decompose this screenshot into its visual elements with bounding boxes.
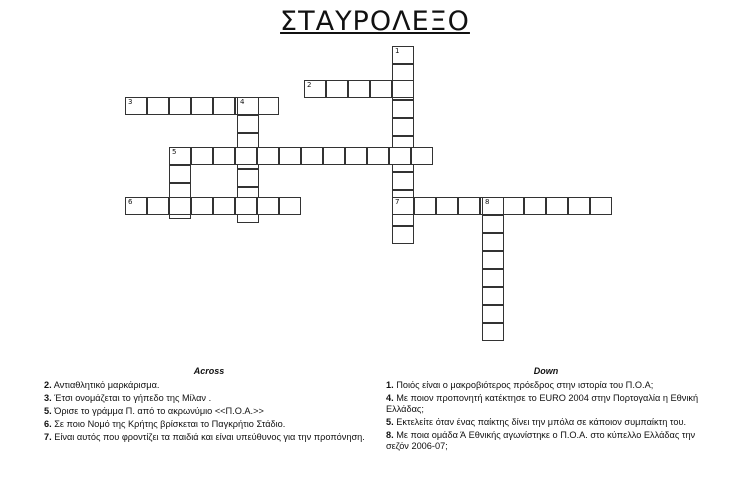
clue-across-2: 2. Αντιαθλητικό μαρκάρισμα. [44,380,160,390]
grid-cell[interactable] [482,287,504,305]
grid-cell[interactable] [482,197,504,215]
across-heading: Across [193,366,225,376]
clue-number: 4 [240,98,245,106]
across-clues [44,366,374,445]
grid-cell[interactable] [169,97,191,115]
grid-cell[interactable] [235,197,257,215]
grid-cell[interactable] [237,97,259,115]
grid-cell[interactable] [257,97,279,115]
grid-cell[interactable] [125,197,147,215]
clue-number: 6 [128,198,133,206]
grid-cell[interactable] [590,197,612,215]
grid-cell[interactable] [392,197,414,215]
grid-cell[interactable] [147,197,169,215]
clue-number: 8 [485,198,490,206]
grid-cell[interactable] [502,197,524,215]
grid-cell[interactable] [213,147,235,165]
clue-number: 2 [307,81,312,89]
clue-number: 5 [172,148,177,156]
grid-cell[interactable] [279,147,301,165]
grid-cell[interactable] [279,197,301,215]
grid-cell[interactable] [482,305,504,323]
grid-cell[interactable] [235,147,257,165]
grid-cell[interactable] [482,215,504,233]
grid-cell[interactable] [237,115,259,133]
grid-cell[interactable] [411,147,433,165]
grid-cell[interactable] [392,46,414,64]
grid-cell[interactable] [191,97,213,115]
grid-cell[interactable] [389,147,411,165]
clue-across-7: 7. Είναι αυτός που φροντίζει τα παιδιά και είναι υπεύθυνος για την προπόνηση. [44,432,365,442]
clue-number: 3 [128,98,133,106]
grid-cell[interactable] [213,197,235,215]
clue-down-1: 1. Ποιός είναι ο μακροβιότερος πρόεδρος στην ιστορία του Π.Ο.Α; [386,380,654,390]
grid-cell[interactable] [367,147,389,165]
clue-across-3: 3. Έτσι ονομάζεται το γήπεδο της Μίλαν . [44,393,212,403]
grid-cell[interactable] [414,197,436,215]
grid-cell[interactable] [213,97,235,115]
grid-cell[interactable] [370,80,392,98]
grid-cell[interactable] [392,172,414,190]
grid-cell[interactable] [326,80,348,98]
down-heading: Down [533,366,559,376]
down-clues [386,366,706,454]
grid-cell[interactable] [169,197,191,215]
grid-cell[interactable] [546,197,568,215]
grid-cell[interactable] [458,197,480,215]
grid-cell[interactable] [257,197,279,215]
grid-cell[interactable] [482,323,504,341]
grid-cell[interactable] [392,80,414,98]
grid-cell[interactable] [191,197,213,215]
grid-cell[interactable] [125,97,147,115]
grid-cell[interactable] [345,147,367,165]
clue-across-5: 5. Όρισε το γράμμα Π. από το ακρωνύμιο <<Π.Ο.Α.>> [44,406,264,416]
grid-cell[interactable] [482,251,504,269]
grid-cell[interactable] [257,147,279,165]
grid-cell[interactable] [169,147,191,165]
clue-number: 1 [395,47,400,55]
grid-cell[interactable] [169,165,191,183]
clue-number: 7 [395,198,400,206]
grid-cell[interactable] [237,169,259,187]
grid-cell[interactable] [482,233,504,251]
grid-cell[interactable] [191,147,213,165]
grid-cell[interactable] [392,100,414,118]
grid-cell[interactable] [392,118,414,136]
clue-down-5: 5. Εκτελείτε όταν ένας παίκτης δίνει την μπόλα σε κάποιον συμπαίκτη του. [386,417,687,427]
clue-across-6: 6. Σε ποιο Νομό της Κρήτης βρίσκεται το Παγκρήτιο Στάδιο. [44,419,286,429]
page-title: ΣΤΑΥΡΟΛΕΞΟ [280,6,470,37]
grid-cell[interactable] [436,197,458,215]
grid-cell[interactable] [482,269,504,287]
grid-cell[interactable] [348,80,370,98]
grid-cell[interactable] [392,226,414,244]
grid-cell[interactable] [304,80,326,98]
clue-down-4: 4. Με ποιον προπονητή κατέκτησε το EURO 2004 στην Πορτογαλία η Εθνική Ελλάδας; [386,393,699,414]
grid-cell[interactable] [301,147,323,165]
clue-down-8: 8. Με ποια ομάδα Ά Εθνικής αγωνίστηκε ο Π.Ο.Α. στο κύπελλο Ελλάδας την σεζόν 2006-07; [386,430,696,451]
grid-cell[interactable] [524,197,546,215]
grid-cell[interactable] [568,197,590,215]
grid-cell[interactable] [323,147,345,165]
grid-cell[interactable] [147,97,169,115]
